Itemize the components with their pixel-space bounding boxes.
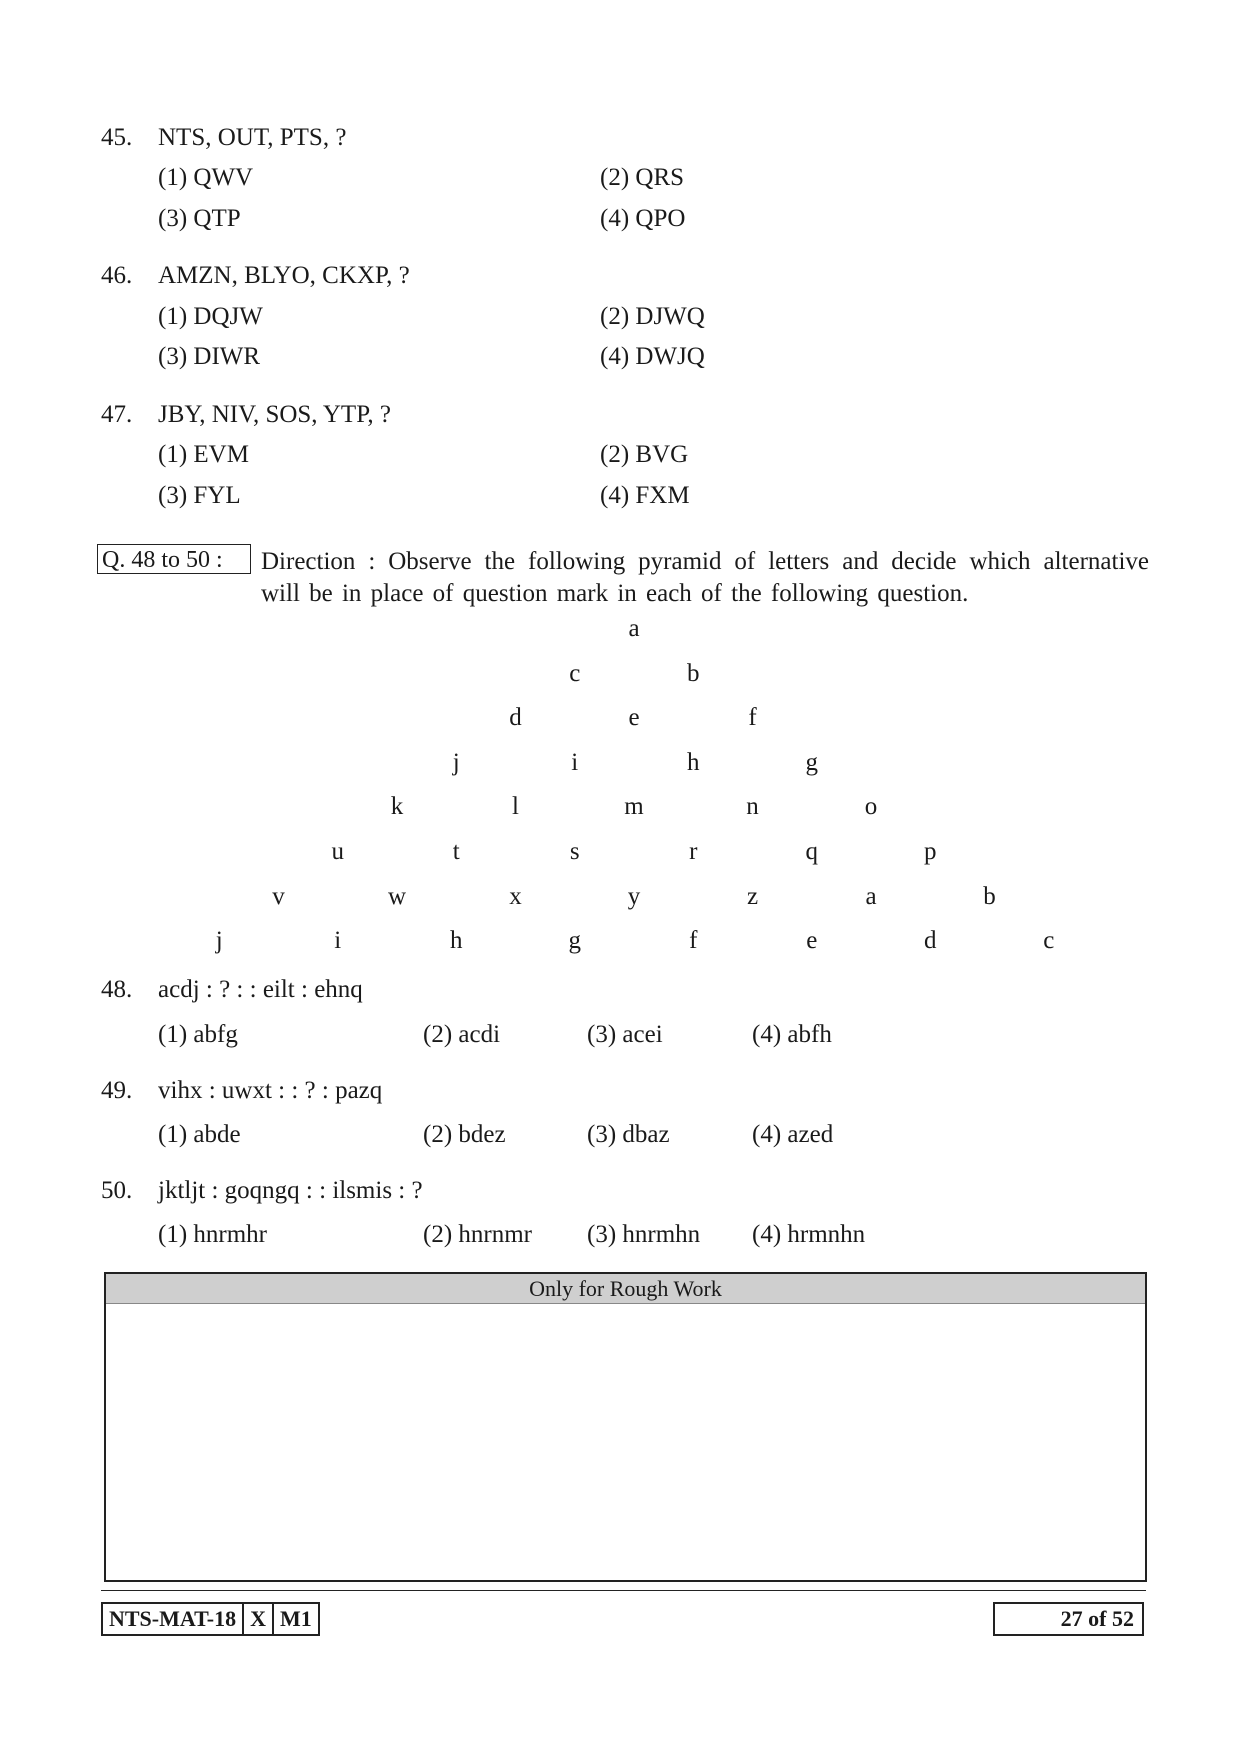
- question-text: AMZN, BLYO, CKXP, ?: [158, 262, 410, 289]
- question-number: 46.: [101, 262, 133, 289]
- paper-code: NTS-MAT-18: [109, 1606, 237, 1631]
- option-1: (1) DQJW: [158, 303, 263, 330]
- pyramid-letter: i: [571, 748, 579, 776]
- pyramid-letter: b: [983, 882, 996, 910]
- pyramid-letter: t: [452, 838, 460, 865]
- pyramid-letter: c: [1043, 927, 1055, 955]
- pyramid-letter: n: [746, 793, 759, 821]
- option-3: (3) FYL: [158, 482, 241, 509]
- option-1: (1) abde: [158, 1121, 241, 1148]
- question-text: JBY, NIV, SOS, YTP, ?: [158, 401, 391, 428]
- question-text: NTS, OUT, PTS, ?: [158, 124, 347, 151]
- question-text: jktljt : goqngq : : ilsmis : ?: [158, 1177, 423, 1204]
- pyramid-letter: q: [805, 838, 818, 865]
- paper-code-box: [101, 1602, 320, 1636]
- option-3: (3) QTP: [158, 205, 241, 232]
- pyramid-letter: c: [569, 659, 581, 687]
- pyramid-letter: b: [687, 659, 700, 687]
- pyramid-letter: j: [452, 748, 460, 776]
- pyramid-letter: f: [748, 704, 757, 732]
- pyramid-letter: x: [509, 882, 522, 910]
- pyramid-letter: g: [805, 748, 818, 776]
- pyramid-letter: k: [390, 793, 404, 821]
- pyramid-letter: s: [569, 838, 580, 865]
- pyramid-letter: o: [864, 793, 878, 821]
- option-2: (2) DJWQ: [600, 303, 705, 330]
- direction-label-box: [97, 544, 251, 574]
- pyramid-letter: p: [924, 838, 937, 865]
- pyramid-letter: i: [334, 927, 342, 955]
- option-2: (2) BVG: [600, 441, 689, 468]
- pyramid-letter: z: [746, 882, 759, 910]
- option-1: (1) hnrmhr: [158, 1221, 267, 1248]
- pyramid-letter: h: [687, 748, 700, 776]
- pyramid-letter: w: [387, 882, 407, 910]
- pyramid-letter: y: [627, 882, 641, 910]
- question-number: 45.: [101, 124, 133, 151]
- option-3: (3) acei: [587, 1021, 663, 1048]
- question-text: vihx : uwxt : : ? : pazq: [158, 1077, 383, 1104]
- direction-line-2: will be in place of question mark in each of the following question.: [261, 580, 969, 607]
- pyramid-letter: m: [624, 793, 644, 821]
- pyramid-letter: l: [512, 793, 519, 821]
- pyramid-letter: e: [806, 927, 818, 955]
- option-1: (1) abfg: [158, 1021, 238, 1048]
- option-2: (2) bdez: [423, 1121, 506, 1148]
- pyramid-letter: a: [865, 882, 877, 910]
- pyramid-letter: a: [628, 615, 640, 642]
- option-2: (2) QRS: [600, 164, 685, 191]
- footer-rule: [101, 1590, 1146, 1591]
- question-number: 49.: [101, 1077, 133, 1104]
- page-number: 27 of 52: [1060, 1606, 1134, 1631]
- option-4: (4) hrmnhn: [752, 1221, 866, 1248]
- direction-line-1: Direction : Observe the following pyramid of letters and decide which alternative: [261, 548, 1149, 575]
- page-number-box: [993, 1602, 1144, 1636]
- paper-version: M1: [272, 1604, 318, 1634]
- rough-work-title: Only for Rough Work: [106, 1274, 1145, 1304]
- pyramid-letter: d: [509, 704, 522, 732]
- option-4: (4) azed: [752, 1121, 834, 1148]
- option-4: (4) QPO: [600, 205, 686, 232]
- pyramid-letter: d: [924, 927, 937, 955]
- option-1: (1) EVM: [158, 441, 249, 468]
- pyramid-letter: e: [628, 704, 640, 732]
- option-4: (4) DWJQ: [600, 343, 705, 370]
- direction-text: [261, 546, 1149, 610]
- option-2: (2) hnrnmr: [423, 1221, 532, 1248]
- pyramid-letter: u: [331, 838, 344, 865]
- option-4: (4) FXM: [600, 482, 690, 509]
- pyramid-letter: h: [450, 927, 463, 955]
- option-3: (3) hnrmhn: [587, 1221, 701, 1248]
- option-3: (3) DIWR: [158, 343, 261, 370]
- option-2: (2) acdi: [423, 1021, 501, 1048]
- paper-set: X: [242, 1604, 272, 1634]
- direction-label: Q. 48 to 50 :: [102, 547, 223, 573]
- pyramid-letter: v: [272, 882, 285, 910]
- pyramid-letter: r: [689, 838, 698, 865]
- question-number: 48.: [101, 976, 133, 1003]
- pyramid-letter: j: [215, 927, 223, 955]
- question-text: acdj : ? : : eilt : ehnq: [158, 976, 363, 1003]
- option-3: (3) dbaz: [587, 1121, 670, 1148]
- pyramid-letter: g: [568, 927, 581, 955]
- question-number: 50.: [101, 1177, 133, 1204]
- question-number: 47.: [101, 401, 133, 428]
- option-4: (4) abfh: [752, 1021, 832, 1048]
- option-1: (1) QWV: [158, 164, 254, 191]
- pyramid-letter: f: [689, 927, 698, 955]
- rough-work-box: [104, 1272, 1147, 1582]
